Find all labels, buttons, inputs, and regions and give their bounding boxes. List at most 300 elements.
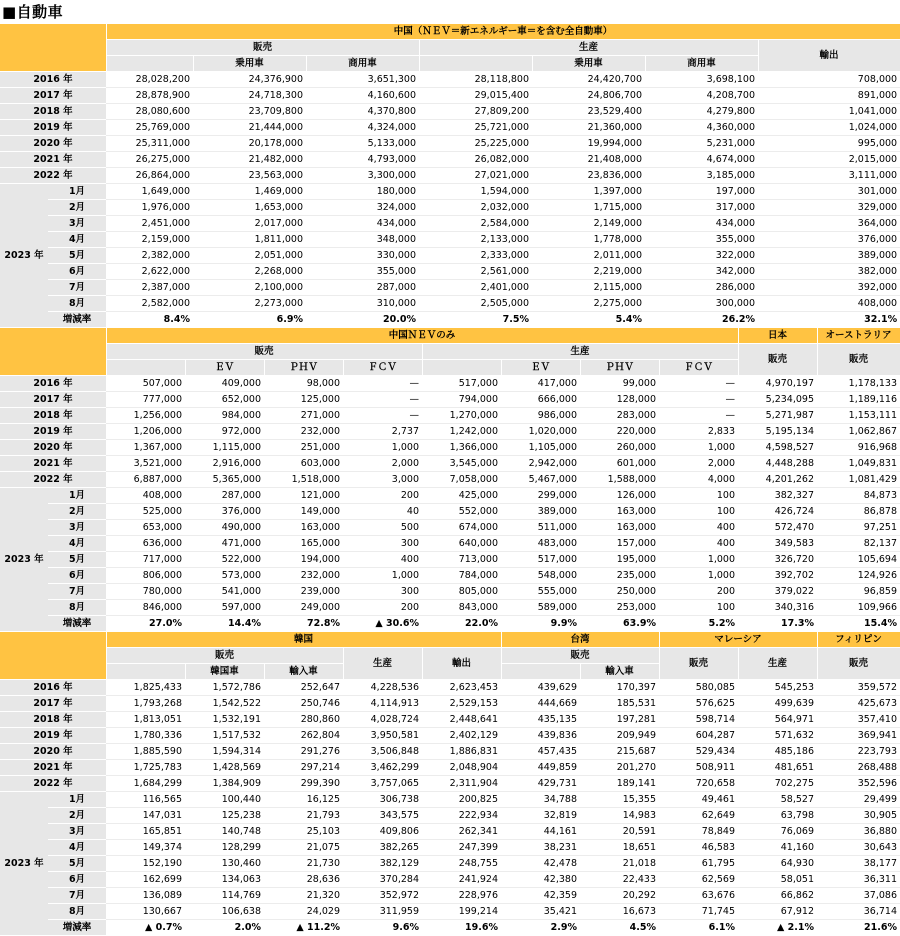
month-label: 7月 bbox=[48, 888, 106, 904]
table-cell: 249,000 bbox=[264, 600, 343, 616]
table-cell: 545,253 bbox=[738, 680, 817, 696]
table-cell: 713,000 bbox=[422, 552, 501, 568]
table-cell: 97,251 bbox=[817, 520, 900, 536]
table-body bbox=[0, 376, 900, 632]
table-cell: 197,281 bbox=[580, 712, 659, 728]
header-korea-sales-total bbox=[106, 664, 185, 680]
month-label: 5月 bbox=[48, 856, 106, 872]
table-cell: 2,000 bbox=[343, 456, 422, 472]
table-cell: 1,793,268 bbox=[106, 696, 185, 712]
table-cell: 29,499 bbox=[817, 792, 900, 808]
table-cell: 1,811,000 bbox=[193, 232, 306, 248]
table-cell: 262,804 bbox=[264, 728, 343, 744]
table-cell: 41,160 bbox=[738, 840, 817, 856]
table-cell: 2,159,000 bbox=[106, 232, 193, 248]
table-cell: 23,529,400 bbox=[532, 104, 645, 120]
table-cell: 287,000 bbox=[306, 280, 419, 296]
table-cell: 355,000 bbox=[645, 232, 758, 248]
table-cell: 555,000 bbox=[501, 584, 580, 600]
header-sales: 販売 bbox=[106, 40, 419, 56]
header-korea-import: 輸入車 bbox=[264, 664, 343, 680]
table-cell: 128,000 bbox=[580, 392, 659, 408]
table-cell: 2,584,000 bbox=[419, 216, 532, 232]
table-row bbox=[0, 840, 900, 856]
month-label: 2月 bbox=[48, 808, 106, 824]
table-cell: 392,702 bbox=[738, 568, 817, 584]
growth-label: 増減率 bbox=[48, 312, 106, 328]
table-cell: 409,000 bbox=[185, 376, 264, 392]
table-cell: 1,041,000 bbox=[758, 104, 900, 120]
table-cell: 4,360,000 bbox=[645, 120, 758, 136]
table-cell: 1,428,569 bbox=[185, 760, 264, 776]
table-cell: 984,000 bbox=[185, 408, 264, 424]
table-cell: 28,118,800 bbox=[419, 72, 532, 88]
table-row bbox=[0, 136, 900, 152]
table-cell: 1,000 bbox=[659, 440, 738, 456]
growth-cell: 15.4% bbox=[864, 618, 898, 630]
table-row bbox=[0, 392, 900, 408]
table-cell: 330,000 bbox=[306, 248, 419, 264]
header-korea-sales: 販売 bbox=[106, 648, 343, 664]
month-label: 3月 bbox=[48, 216, 106, 232]
table-cell: 3,545,000 bbox=[422, 456, 501, 472]
table-cell: 1,594,314 bbox=[185, 744, 264, 760]
table-cell: 708,000 bbox=[758, 72, 900, 88]
table-cell: 1,588,000 bbox=[580, 472, 659, 488]
table-cell: — bbox=[659, 376, 738, 392]
table-cell: 400 bbox=[659, 520, 738, 536]
table-cell: 352,972 bbox=[343, 888, 422, 904]
month-label: 8月 bbox=[48, 600, 106, 616]
growth-cell: 27.0% bbox=[149, 618, 182, 630]
growth-cell: 7.5% bbox=[502, 314, 529, 326]
table-cell: 777,000 bbox=[106, 392, 185, 408]
table-cell: 20,178,000 bbox=[193, 136, 306, 152]
table-cell: — bbox=[343, 408, 422, 424]
table-cell: 408,000 bbox=[758, 296, 900, 312]
table-cell: 252,647 bbox=[264, 680, 343, 696]
table-row bbox=[0, 904, 900, 920]
table-cell: 379,022 bbox=[738, 584, 817, 600]
table-china-nev bbox=[0, 328, 900, 632]
header-prod-total bbox=[419, 56, 532, 72]
table-row bbox=[0, 440, 900, 456]
month-label: 2月 bbox=[48, 504, 106, 520]
table-cell: 1,206,000 bbox=[106, 424, 185, 440]
table-cell: 24,029 bbox=[264, 904, 343, 920]
header-korea-production: 生産 bbox=[343, 648, 422, 680]
table-asia bbox=[0, 632, 900, 936]
table-cell: 400 bbox=[343, 552, 422, 568]
table-cell: 525,000 bbox=[106, 504, 185, 520]
table-cell: 490,000 bbox=[185, 520, 264, 536]
table-cell: 4,279,800 bbox=[645, 104, 758, 120]
growth-cell: 14.4% bbox=[228, 618, 261, 630]
table-cell: 653,000 bbox=[106, 520, 185, 536]
table-cell: 1,517,532 bbox=[185, 728, 264, 744]
table-row bbox=[0, 568, 900, 584]
row-label: 2021 年 bbox=[0, 456, 106, 472]
table-cell: 62,649 bbox=[659, 808, 738, 824]
table-row bbox=[0, 104, 900, 120]
row-label: 2019 年 bbox=[0, 424, 106, 440]
table-cell: 100 bbox=[659, 504, 738, 520]
table-cell: 342,000 bbox=[645, 264, 758, 280]
row-label: 2020 年 bbox=[0, 744, 106, 760]
table-cell: 228,976 bbox=[422, 888, 501, 904]
table-cell: 310,000 bbox=[306, 296, 419, 312]
table-cell: 640,000 bbox=[422, 536, 501, 552]
table-cell: 2,011,000 bbox=[532, 248, 645, 264]
table-cell: 3,521,000 bbox=[106, 456, 185, 472]
table-row bbox=[0, 552, 900, 568]
table-row bbox=[0, 296, 900, 312]
table-cell: — bbox=[343, 392, 422, 408]
month-label: 6月 bbox=[48, 568, 106, 584]
table-cell: 268,488 bbox=[817, 760, 900, 776]
table-cell: 36,714 bbox=[817, 904, 900, 920]
table-cell: 250,000 bbox=[580, 584, 659, 600]
table-cell: 2,133,000 bbox=[419, 232, 532, 248]
table-cell: 25,769,000 bbox=[106, 120, 193, 136]
table-cell: 601,000 bbox=[580, 456, 659, 472]
table-cell: 200 bbox=[343, 488, 422, 504]
header-prod-passenger: 乗用車 bbox=[532, 56, 645, 72]
month-label: 1月 bbox=[48, 792, 106, 808]
header-australia: オーストラリア bbox=[817, 328, 900, 344]
table-cell: 485,186 bbox=[738, 744, 817, 760]
table-cell: 499,639 bbox=[738, 696, 817, 712]
table-row bbox=[0, 472, 900, 488]
table-cell: 100 bbox=[659, 600, 738, 616]
table-cell: 995,000 bbox=[758, 136, 900, 152]
table-cell: 6,887,000 bbox=[106, 472, 185, 488]
table-cell: 409,806 bbox=[343, 824, 422, 840]
table-row bbox=[0, 424, 900, 440]
table-cell: 4,324,000 bbox=[306, 120, 419, 136]
table-cell: 15,355 bbox=[580, 792, 659, 808]
table-cell: 149,374 bbox=[106, 840, 185, 856]
growth-cell: 22.0% bbox=[465, 618, 498, 630]
table-cell: 223,793 bbox=[817, 744, 900, 760]
table-cell: 571,632 bbox=[738, 728, 817, 744]
month-label: 6月 bbox=[48, 872, 106, 888]
row-label: 2018 年 bbox=[0, 712, 106, 728]
row-label: 2016 年 bbox=[0, 72, 106, 88]
table-cell: 62,569 bbox=[659, 872, 738, 888]
growth-cell: 2.9% bbox=[550, 922, 577, 934]
table-cell: 1,572,786 bbox=[185, 680, 264, 696]
table-cell: 348,000 bbox=[306, 232, 419, 248]
table-cell: 1,469,000 bbox=[193, 184, 306, 200]
table-row bbox=[0, 792, 900, 808]
table-row bbox=[0, 776, 900, 792]
table-cell: 457,435 bbox=[501, 744, 580, 760]
header-corner bbox=[0, 328, 106, 376]
table-cell: 425,000 bbox=[422, 488, 501, 504]
table-cell: 109,966 bbox=[817, 600, 900, 616]
table-row bbox=[0, 584, 900, 600]
table-row bbox=[0, 200, 900, 216]
table-row bbox=[0, 744, 900, 760]
table-cell: 369,941 bbox=[817, 728, 900, 744]
table-row bbox=[0, 488, 900, 504]
table-cell: 2,916,000 bbox=[185, 456, 264, 472]
table-cell: 382,000 bbox=[758, 264, 900, 280]
table-cell: 26,864,000 bbox=[106, 168, 193, 184]
table-row bbox=[0, 680, 900, 696]
table-cell: 1,976,000 bbox=[106, 200, 193, 216]
table-cell: 2,333,000 bbox=[419, 248, 532, 264]
table-cell: 408,000 bbox=[106, 488, 185, 504]
header-china-all: 中国（ＮＥＶ＝新エネルギー車＝を含む全自動車） bbox=[106, 24, 900, 40]
table-cell: 434,000 bbox=[645, 216, 758, 232]
month-label: 8月 bbox=[48, 904, 106, 920]
header-nev-sales-ev: ＥＶ bbox=[185, 360, 264, 376]
table-cell: 306,738 bbox=[343, 792, 422, 808]
table-cell: 340,316 bbox=[738, 600, 817, 616]
header-nev-sales-phv: ＰＨＶ bbox=[264, 360, 343, 376]
section-china-all bbox=[0, 24, 900, 328]
header-china-nev: 中国ＮＥＶのみ bbox=[106, 328, 738, 344]
table-cell: 149,000 bbox=[264, 504, 343, 520]
growth-cell: ▲ 11.2% bbox=[296, 922, 340, 934]
table-cell: 508,911 bbox=[659, 760, 738, 776]
table-cell: 140,748 bbox=[185, 824, 264, 840]
month-label: 3月 bbox=[48, 520, 106, 536]
table-cell: 170,397 bbox=[580, 680, 659, 696]
table-cell: 99,000 bbox=[580, 376, 659, 392]
growth-cell: 4.5% bbox=[629, 922, 657, 934]
table-cell: 1,532,191 bbox=[185, 712, 264, 728]
table-cell: 235,000 bbox=[580, 568, 659, 584]
table-cell: 28,028,200 bbox=[106, 72, 193, 88]
table-cell: 329,000 bbox=[758, 200, 900, 216]
table-cell: 4,448,288 bbox=[738, 456, 817, 472]
row-label: 2022 年 bbox=[0, 472, 106, 488]
month-label: 2月 bbox=[48, 200, 106, 216]
table-cell: 2,387,000 bbox=[106, 280, 193, 296]
row-label: 2021 年 bbox=[0, 760, 106, 776]
table-cell: 4,970,197 bbox=[738, 376, 817, 392]
header-japan-sales: 販売 bbox=[738, 344, 817, 376]
row-label: 2017 年 bbox=[0, 696, 106, 712]
table-cell: 652,000 bbox=[185, 392, 264, 408]
table-row bbox=[0, 248, 900, 264]
table-cell: 22,433 bbox=[580, 872, 659, 888]
table-cell: 36,880 bbox=[817, 824, 900, 840]
table-cell: 239,000 bbox=[264, 584, 343, 600]
header-nev-prod-fcv: ＦＣＶ bbox=[659, 360, 738, 376]
table-cell: 116,565 bbox=[106, 792, 185, 808]
table-cell: 1,153,111 bbox=[817, 408, 900, 424]
table-cell: 806,000 bbox=[106, 568, 185, 584]
table-cell: 805,000 bbox=[422, 584, 501, 600]
growth-cell: 9.6% bbox=[392, 922, 419, 934]
header-export: 輸出 bbox=[758, 40, 900, 72]
table-cell: 2,833 bbox=[659, 424, 738, 440]
table-cell: 483,000 bbox=[501, 536, 580, 552]
table-cell: 3,462,299 bbox=[343, 760, 422, 776]
table-cell: 439,629 bbox=[501, 680, 580, 696]
month-label: 1月 bbox=[48, 488, 106, 504]
header-corner bbox=[0, 24, 106, 72]
table-cell: 194,000 bbox=[264, 552, 343, 568]
header-sales-total bbox=[106, 56, 193, 72]
header-japan: 日本 bbox=[738, 328, 817, 344]
month-label: 7月 bbox=[48, 584, 106, 600]
table-cell: 2,273,000 bbox=[193, 296, 306, 312]
table-cell: 376,000 bbox=[185, 504, 264, 520]
row-label: 2022 年 bbox=[0, 168, 106, 184]
table-cell: 42,478 bbox=[501, 856, 580, 872]
table-cell: 130,460 bbox=[185, 856, 264, 872]
table-cell: 189,141 bbox=[580, 776, 659, 792]
header-nev-sales: 販売 bbox=[106, 344, 422, 360]
growth-cell: 17.3% bbox=[781, 618, 815, 630]
table-row bbox=[0, 888, 900, 904]
growth-cell: 21.6% bbox=[864, 922, 898, 934]
table-cell: 20,591 bbox=[580, 824, 659, 840]
table-cell: 84,873 bbox=[817, 488, 900, 504]
table-cell: 382,129 bbox=[343, 856, 422, 872]
table-body bbox=[0, 72, 900, 328]
header-australia-sales: 販売 bbox=[817, 344, 900, 376]
table-row bbox=[0, 72, 900, 88]
table-cell: 1,020,000 bbox=[501, 424, 580, 440]
table-cell: 5,365,000 bbox=[185, 472, 264, 488]
table-cell: 597,000 bbox=[185, 600, 264, 616]
table-cell: 280,860 bbox=[264, 712, 343, 728]
table-cell: 35,421 bbox=[501, 904, 580, 920]
table-cell: 1,256,000 bbox=[106, 408, 185, 424]
table-cell: 3,950,581 bbox=[343, 728, 422, 744]
table-cell: 564,971 bbox=[738, 712, 817, 728]
table-cell: 843,000 bbox=[422, 600, 501, 616]
table-cell: 357,410 bbox=[817, 712, 900, 728]
table-cell: 23,836,000 bbox=[532, 168, 645, 184]
table-cell: 28,636 bbox=[264, 872, 343, 888]
table-cell: 49,461 bbox=[659, 792, 738, 808]
table-cell: 28,878,900 bbox=[106, 88, 193, 104]
table-cell: 400 bbox=[659, 536, 738, 552]
growth-cell: ▲ 2.1% bbox=[777, 922, 815, 934]
table-cell: 5,195,134 bbox=[738, 424, 817, 440]
table-cell: 197,000 bbox=[645, 184, 758, 200]
table-cell: 794,000 bbox=[422, 392, 501, 408]
table-cell: 522,000 bbox=[185, 552, 264, 568]
growth-cell: ▲ 0.7% bbox=[145, 922, 182, 934]
table-row bbox=[0, 504, 900, 520]
table-cell: 78,849 bbox=[659, 824, 738, 840]
table-cell: 301,000 bbox=[758, 184, 900, 200]
table-cell: 444,669 bbox=[501, 696, 580, 712]
table-cell: 28,080,600 bbox=[106, 104, 193, 120]
table-cell: 2,032,000 bbox=[419, 200, 532, 216]
table-cell: 199,214 bbox=[422, 904, 501, 920]
table-cell: 100,440 bbox=[185, 792, 264, 808]
table-cell: 573,000 bbox=[185, 568, 264, 584]
table-cell: 1,594,000 bbox=[419, 184, 532, 200]
table-cell: 1,000 bbox=[343, 568, 422, 584]
table-cell: 21,482,000 bbox=[193, 152, 306, 168]
table-cell: 359,572 bbox=[817, 680, 900, 696]
table-cell: 580,085 bbox=[659, 680, 738, 696]
table-cell: 349,583 bbox=[738, 536, 817, 552]
table-cell: 251,000 bbox=[264, 440, 343, 456]
table-cell: 916,968 bbox=[817, 440, 900, 456]
table-row bbox=[0, 728, 900, 744]
row-label: 2019 年 bbox=[0, 728, 106, 744]
month-label: 5月 bbox=[48, 552, 106, 568]
header-prod-commercial: 商用車 bbox=[645, 56, 758, 72]
growth-cell: 6.1% bbox=[708, 922, 736, 934]
table-cell: 4,114,913 bbox=[343, 696, 422, 712]
table-cell: 4,674,000 bbox=[645, 152, 758, 168]
table-cell: 376,000 bbox=[758, 232, 900, 248]
table-cell: 152,190 bbox=[106, 856, 185, 872]
table-cell: 24,718,300 bbox=[193, 88, 306, 104]
table-cell: 2,015,000 bbox=[758, 152, 900, 168]
table-cell: 1,518,000 bbox=[264, 472, 343, 488]
table-body bbox=[0, 680, 900, 936]
month-label: 4月 bbox=[48, 536, 106, 552]
growth-cell: 32.1% bbox=[864, 314, 898, 326]
table-cell: 299,390 bbox=[264, 776, 343, 792]
growth-cell: 63.9% bbox=[623, 618, 656, 630]
table-row bbox=[0, 408, 900, 424]
table-cell: 163,000 bbox=[264, 520, 343, 536]
table-cell: 105,694 bbox=[817, 552, 900, 568]
row-label-2023: 2023 年 bbox=[0, 184, 48, 328]
table-cell: 481,651 bbox=[738, 760, 817, 776]
table-cell: 5,271,987 bbox=[738, 408, 817, 424]
table-cell: 300 bbox=[343, 584, 422, 600]
table-cell: 25,721,000 bbox=[419, 120, 532, 136]
table-row bbox=[0, 856, 900, 872]
table-cell: 780,000 bbox=[106, 584, 185, 600]
table-cell: 25,311,000 bbox=[106, 136, 193, 152]
table-cell: 1,653,000 bbox=[193, 200, 306, 216]
table-cell: 1,000 bbox=[343, 440, 422, 456]
table-china-all bbox=[0, 24, 900, 328]
table-cell: 232,000 bbox=[264, 568, 343, 584]
table-cell: 2,402,129 bbox=[422, 728, 501, 744]
table-cell: 3,000 bbox=[343, 472, 422, 488]
table-cell: 260,000 bbox=[580, 440, 659, 456]
table-cell: 2,582,000 bbox=[106, 296, 193, 312]
table-cell: 2,448,641 bbox=[422, 712, 501, 728]
table-cell: 209,949 bbox=[580, 728, 659, 744]
table-cell: 42,359 bbox=[501, 888, 580, 904]
table-cell: 286,000 bbox=[645, 280, 758, 296]
table-cell: 1,780,336 bbox=[106, 728, 185, 744]
table-cell: 147,031 bbox=[106, 808, 185, 824]
table-cell: 3,506,848 bbox=[343, 744, 422, 760]
table-cell: 271,000 bbox=[264, 408, 343, 424]
row-label: 2020 年 bbox=[0, 136, 106, 152]
table-cell: 253,000 bbox=[580, 600, 659, 616]
row-label: 2019 年 bbox=[0, 120, 106, 136]
table-row bbox=[0, 760, 900, 776]
table-row bbox=[0, 152, 900, 168]
table-cell: 300 bbox=[343, 536, 422, 552]
header-malaysia-sales: 販売 bbox=[659, 648, 738, 680]
table-cell: 2,451,000 bbox=[106, 216, 193, 232]
table-cell: 162,699 bbox=[106, 872, 185, 888]
table-row bbox=[0, 88, 900, 104]
header-korea: 韓国 bbox=[106, 632, 501, 648]
